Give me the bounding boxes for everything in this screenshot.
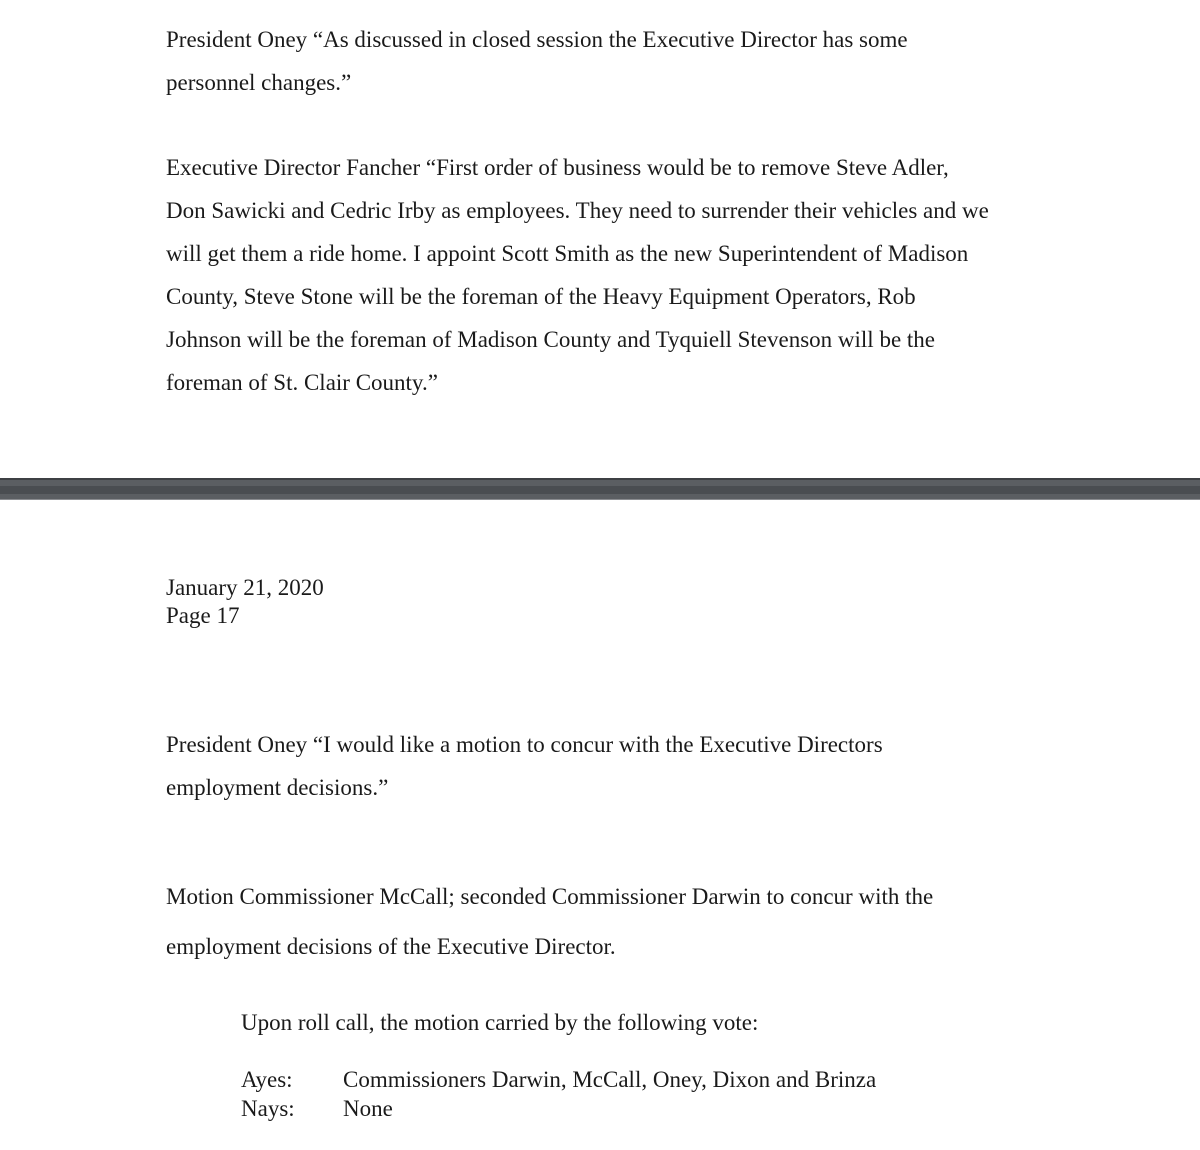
text-line: will get them a ride home. I appoint Scott Smith as the new Superintendent of Madison [166,241,969,266]
text-line: foreman of St. Clair County.” [166,370,438,395]
ayes-label: Ayes: [241,1067,293,1092]
text-line: President Oney “As discussed in closed session the Executive Director has some [166,27,908,52]
paragraph-president-oney-personnel [166,18,908,104]
text-line: County, Steve Stone will be the foreman of the Heavy Equipment Operators, Rob [166,284,916,309]
paragraph-executive-director-fancher [166,146,989,404]
page-separator [0,478,1200,500]
header-date: January 21, 2020 [166,575,324,600]
paragraph-president-oney-motion-request [166,723,883,809]
text-line: Executive Director Fancher “First order of business would be to remove Steve Adler, [166,155,949,180]
vote-row-ayes [241,1065,876,1094]
text-line: Johnson will be the foreman of Madison County and Tyquiell Stevenson will be the [166,327,936,352]
header-page-number: Page 17 [166,603,240,628]
ayes-value: Commissioners Darwin, McCall, Oney, Dixon and Brinza [343,1067,877,1092]
text-line: Motion Commissioner McCall; seconded Commissioner Darwin to concur with the [166,884,934,909]
text-line: President Oney “I would like a motion to concur with the Executive Directors [166,732,883,757]
text-line: Don Sawicki and Cedric Irby as employees. They need to surrender their vehicles and we [166,198,989,223]
text-line: employment decisions.” [166,775,389,800]
document-page-top [0,0,1200,478]
text-line: personnel changes.” [166,70,352,95]
page-header [166,574,324,630]
paragraph-motion [166,872,933,972]
roll-call-statement: Upon roll call, the motion carried by the following vote: [241,1010,759,1035]
text-line: employment decisions of the Executive Director. [166,934,616,959]
vote-row-nays [241,1094,876,1123]
nays-value: None [343,1096,393,1121]
vote-table [241,1065,876,1123]
nays-label: Nays: [241,1096,295,1121]
